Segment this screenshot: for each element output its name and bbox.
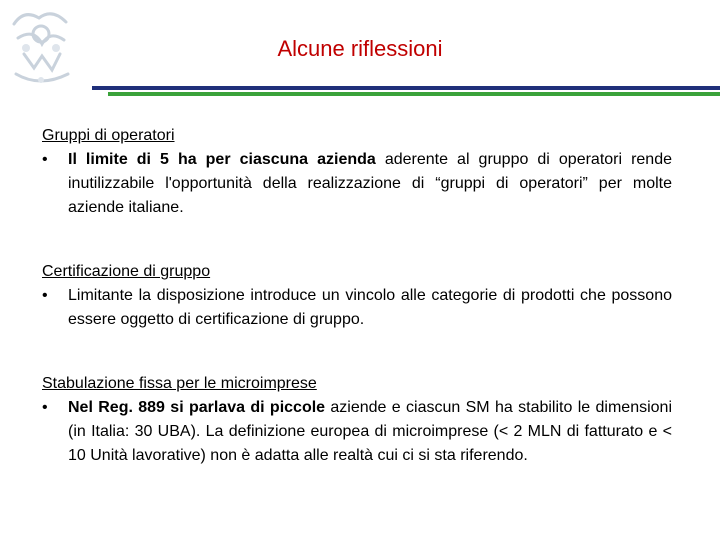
bullet-bold-lead: Il limite di 5 ha per ciascuna azienda (68, 151, 376, 168)
bullet-body: Limitante la disposizione introduce un vincolo alle categorie di prodotti che possono essere oggetto di certificazione di gruppo. (68, 287, 672, 328)
title-underline-blue (92, 86, 720, 90)
bullet-item (42, 284, 672, 332)
bullet-body: aderente al gruppo di operatori rende inutilizzabile l'opportunità della realizzazione di “gruppi di operatori” per molte aziende italiane. (68, 151, 673, 216)
section-certificazione-gruppo (42, 260, 672, 332)
bullet-item (42, 396, 672, 468)
slide-title: Alcune riflessioni (277, 36, 443, 61)
bullet-body: aziende e ciascun SM ha stabilito le dimensioni (in Italia: 30 UBA). La definizione europea di microimprese (< 2 MLN di fatturato e < 10 Unità lavorative) non è adatta alle realtà cui ci si sta riferendo. (68, 399, 672, 464)
bullet-text (68, 148, 672, 220)
bullet-marker: • (42, 151, 48, 168)
bullet-bold-lead: Nel Reg. 889 si parlava di piccole (68, 399, 326, 416)
title-underline-green (108, 92, 720, 96)
section-gruppi-operatori (42, 124, 672, 220)
bullet-text (68, 396, 672, 468)
bullet-marker: • (42, 399, 48, 416)
bullet-item (42, 148, 672, 220)
section-heading: Stabulazione fissa per le microimprese (42, 375, 317, 392)
bullet-marker: • (42, 287, 48, 304)
section-heading: Certificazione di gruppo (42, 263, 211, 280)
section-stabulazione (42, 372, 672, 468)
bullet-text (68, 284, 672, 332)
section-heading: Gruppi di operatori (42, 127, 175, 144)
